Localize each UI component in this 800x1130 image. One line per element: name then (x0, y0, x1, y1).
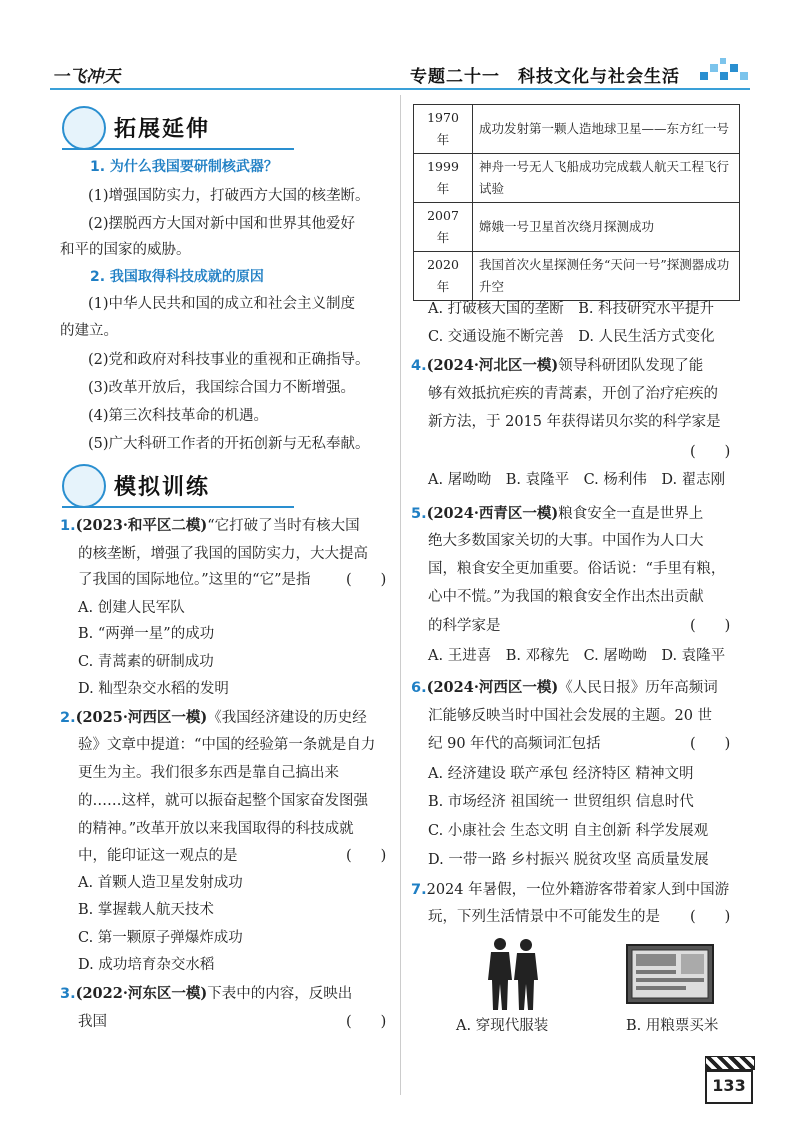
extension-q2: 2. 我国取得科技成就的原因 (90, 269, 264, 285)
chapter-title: 专题二十一 科技文化与社会生活 (410, 67, 680, 87)
extension-q2-a3: (3)改革开放后，我国综合国力不断增强。 (88, 380, 356, 396)
q7-option-a-caption[interactable]: A. 穿现代服装 (456, 1018, 549, 1034)
q4-line2: 够有效抵抗疟疾的青蒿素，开创了治疗疟疾的 (428, 386, 718, 402)
table-row (414, 203, 740, 252)
extension-q1-a2: (2)摆脱西方大国对新中国和世界其他爱好 (88, 216, 356, 232)
q1-line2: 的核垄断，增强了我国的国防实力，大大提高 (78, 546, 368, 562)
q2-line3: 更生为主。我们很多东西是靠自己搞出来 (78, 765, 339, 781)
q3-answer-paren[interactable]: ( ) (346, 1014, 387, 1030)
table-row (414, 105, 740, 154)
q5-options[interactable]: A. 王进喜 B. 邓稼先 C. 屠呦呦 D. 袁隆平 (428, 648, 726, 664)
q3-options-ab[interactable]: A. 打破核大国的垄断 B. 科技研究水平提升 (428, 301, 715, 317)
q6-line1: 6.(2024·河西区一模)《人民日报》历年高频词 (411, 679, 718, 696)
extension-q2-a2: (2)党和政府对科技事业的重视和正确指导。 (88, 352, 370, 368)
grain-ration-coupon-icon (626, 944, 714, 1004)
q7-line1: 7.2024 年暑假，一位外籍游客带着家人到中国游 (411, 882, 730, 898)
q4-line3: 新方法，于 2015 年获得诺贝尔奖的科学家是 (428, 414, 721, 430)
table-year: 1999 年 (414, 154, 473, 203)
extension-rule (62, 148, 294, 150)
q1-option-a[interactable]: A. 创建人民军队 (78, 600, 185, 616)
q6-line3: 纪 90 年代的高频词汇包括 (428, 736, 601, 752)
column-divider (400, 95, 401, 1095)
q2-line6: 中，能印证这一观点的是 (78, 848, 238, 864)
q5-line2: 绝大多数国家关切的大事。中国作为人口大 (428, 533, 704, 549)
q1-answer-paren[interactable]: ( ) (346, 572, 387, 588)
q3-line1: 3.(2022·河东区一模)下表中的内容，反映出 (60, 985, 353, 1002)
table-row (414, 252, 740, 301)
q3-table (413, 104, 740, 301)
q3-line2: 我国 (78, 1014, 107, 1030)
q2-answer-paren[interactable]: ( ) (346, 848, 387, 864)
table-event: 我国首次火星探测任务“天问一号”探测器成功升空 (473, 252, 740, 301)
q6-answer-paren[interactable]: ( ) (690, 736, 731, 752)
q7-answer-paren[interactable]: ( ) (690, 909, 731, 925)
table-year: 2020 年 (414, 252, 473, 301)
q6-option-c[interactable]: C. 小康社会 生态文明 自主创新 科学发展观 (428, 823, 709, 839)
q1-option-c[interactable]: C. 青蒿素的研制成功 (78, 654, 214, 670)
q7-option-b-caption[interactable]: B. 用粮票买米 (626, 1018, 719, 1034)
extension-q2-a5: (5)广大科研工作者的开拓创新与无私奉献。 (88, 436, 370, 452)
q3-options-cd[interactable]: C. 交通设施不断完善 D. 人民生活方式变化 (428, 329, 715, 345)
extension-q1: 1. 为什么我国要研制核武器？ (90, 159, 278, 175)
checker-decoration-icon (700, 58, 750, 86)
practice-title: 模拟训练 (114, 475, 211, 500)
table-year: 1970 年 (414, 105, 473, 154)
q1-line1: 1.(2023·和平区二模)“它打破了当时有核大国 (60, 517, 360, 534)
q4-line1: 4.(2024·河北区一模)领导科研团队发现了能 (411, 357, 704, 374)
extension-q1-a1: (1)增强国防实力，打破西方大国的核垄断。 (88, 188, 370, 204)
q2-option-b[interactable]: B. 掌握载人航天技术 (78, 902, 214, 918)
q6-option-d[interactable]: D. 一带一路 乡村振兴 脱贫攻坚 高质量发展 (428, 852, 709, 868)
extension-q2-a1: (1)中华人民共和国的成立和社会主义制度 (88, 296, 356, 312)
q4-answer-paren[interactable]: ( ) (690, 444, 731, 460)
practice-rule (62, 506, 294, 508)
page-number: 133 (705, 1070, 753, 1104)
q7-line2: 玩，下列生活情景中不可能发生的是 (428, 909, 660, 925)
practice-badge-icon (62, 464, 106, 508)
q2-option-a[interactable]: A. 首颗人造卫星发射成功 (78, 875, 243, 891)
q2-line2: 验》文章中提道：“中国的经验第一条就是自力 (78, 737, 376, 753)
q1-line3: 了我国的国际地位。”这里的“它”是指 (78, 572, 311, 588)
q2-line4: 的……这样，就可以振奋起整个国家奋发图强 (78, 793, 368, 809)
extension-title: 拓展延伸 (114, 117, 211, 142)
table-event: 嫦娥一号卫星首次绕月探测成功 (473, 203, 740, 252)
extension-q2-a4: (4)第三次科技革命的机遇。 (88, 408, 269, 424)
q2-line5: 的精神。”改革开放以来我国取得的科技成就 (78, 821, 354, 837)
q5-line1: 5.(2024·西青区一模)粮食安全一直是世界上 (411, 505, 704, 522)
table-year: 2007 年 (414, 203, 473, 252)
modern-clothing-people-icon (478, 936, 548, 1012)
table-row (414, 154, 740, 203)
q6-line2: 汇能够反映当时中国社会发展的主题。20 世 (428, 708, 713, 724)
q6-option-a[interactable]: A. 经济建设 联产承包 经济特区 精神文明 (428, 766, 694, 782)
q2-option-d[interactable]: D. 成功培育杂交水稻 (78, 957, 215, 973)
page-number-stripe-icon (705, 1056, 755, 1070)
q5-line3: 国，粮食安全更加重要。俗话说：“手里有粮， (428, 561, 726, 577)
table-event: 神舟一号无人飞船成功完成载人航天工程飞行试验 (473, 154, 740, 203)
q1-option-b[interactable]: B. “两弹一星”的成功 (78, 626, 215, 642)
header-rule (50, 88, 750, 90)
q5-line4: 心中不慌。”为我国的粮食安全作出杰出贡献 (428, 589, 704, 605)
extension-q1-a2-cont: 和平的国家的威胁。 (60, 242, 191, 258)
q5-answer-paren[interactable]: ( ) (690, 618, 731, 634)
q6-option-b[interactable]: B. 市场经济 祖国统一 世贸组织 信息时代 (428, 794, 694, 810)
extension-badge-icon (62, 106, 106, 150)
extension-q2-a1-cont: 的建立。 (60, 323, 118, 339)
brand-logo: 一飞冲天 (52, 67, 120, 87)
table-event: 成功发射第一颗人造地球卫星——东方红一号 (473, 105, 740, 154)
q2-line1: 2.(2025·河西区一模)《我国经济建设的历史经 (60, 709, 367, 726)
q5-line5: 的科学家是 (428, 618, 501, 634)
q4-options[interactable]: A. 屠呦呦 B. 袁隆平 C. 杨利伟 D. 翟志刚 (428, 472, 726, 488)
q1-option-d[interactable]: D. 籼型杂交水稻的发明 (78, 681, 229, 697)
q2-option-c[interactable]: C. 第一颗原子弹爆炸成功 (78, 930, 243, 946)
